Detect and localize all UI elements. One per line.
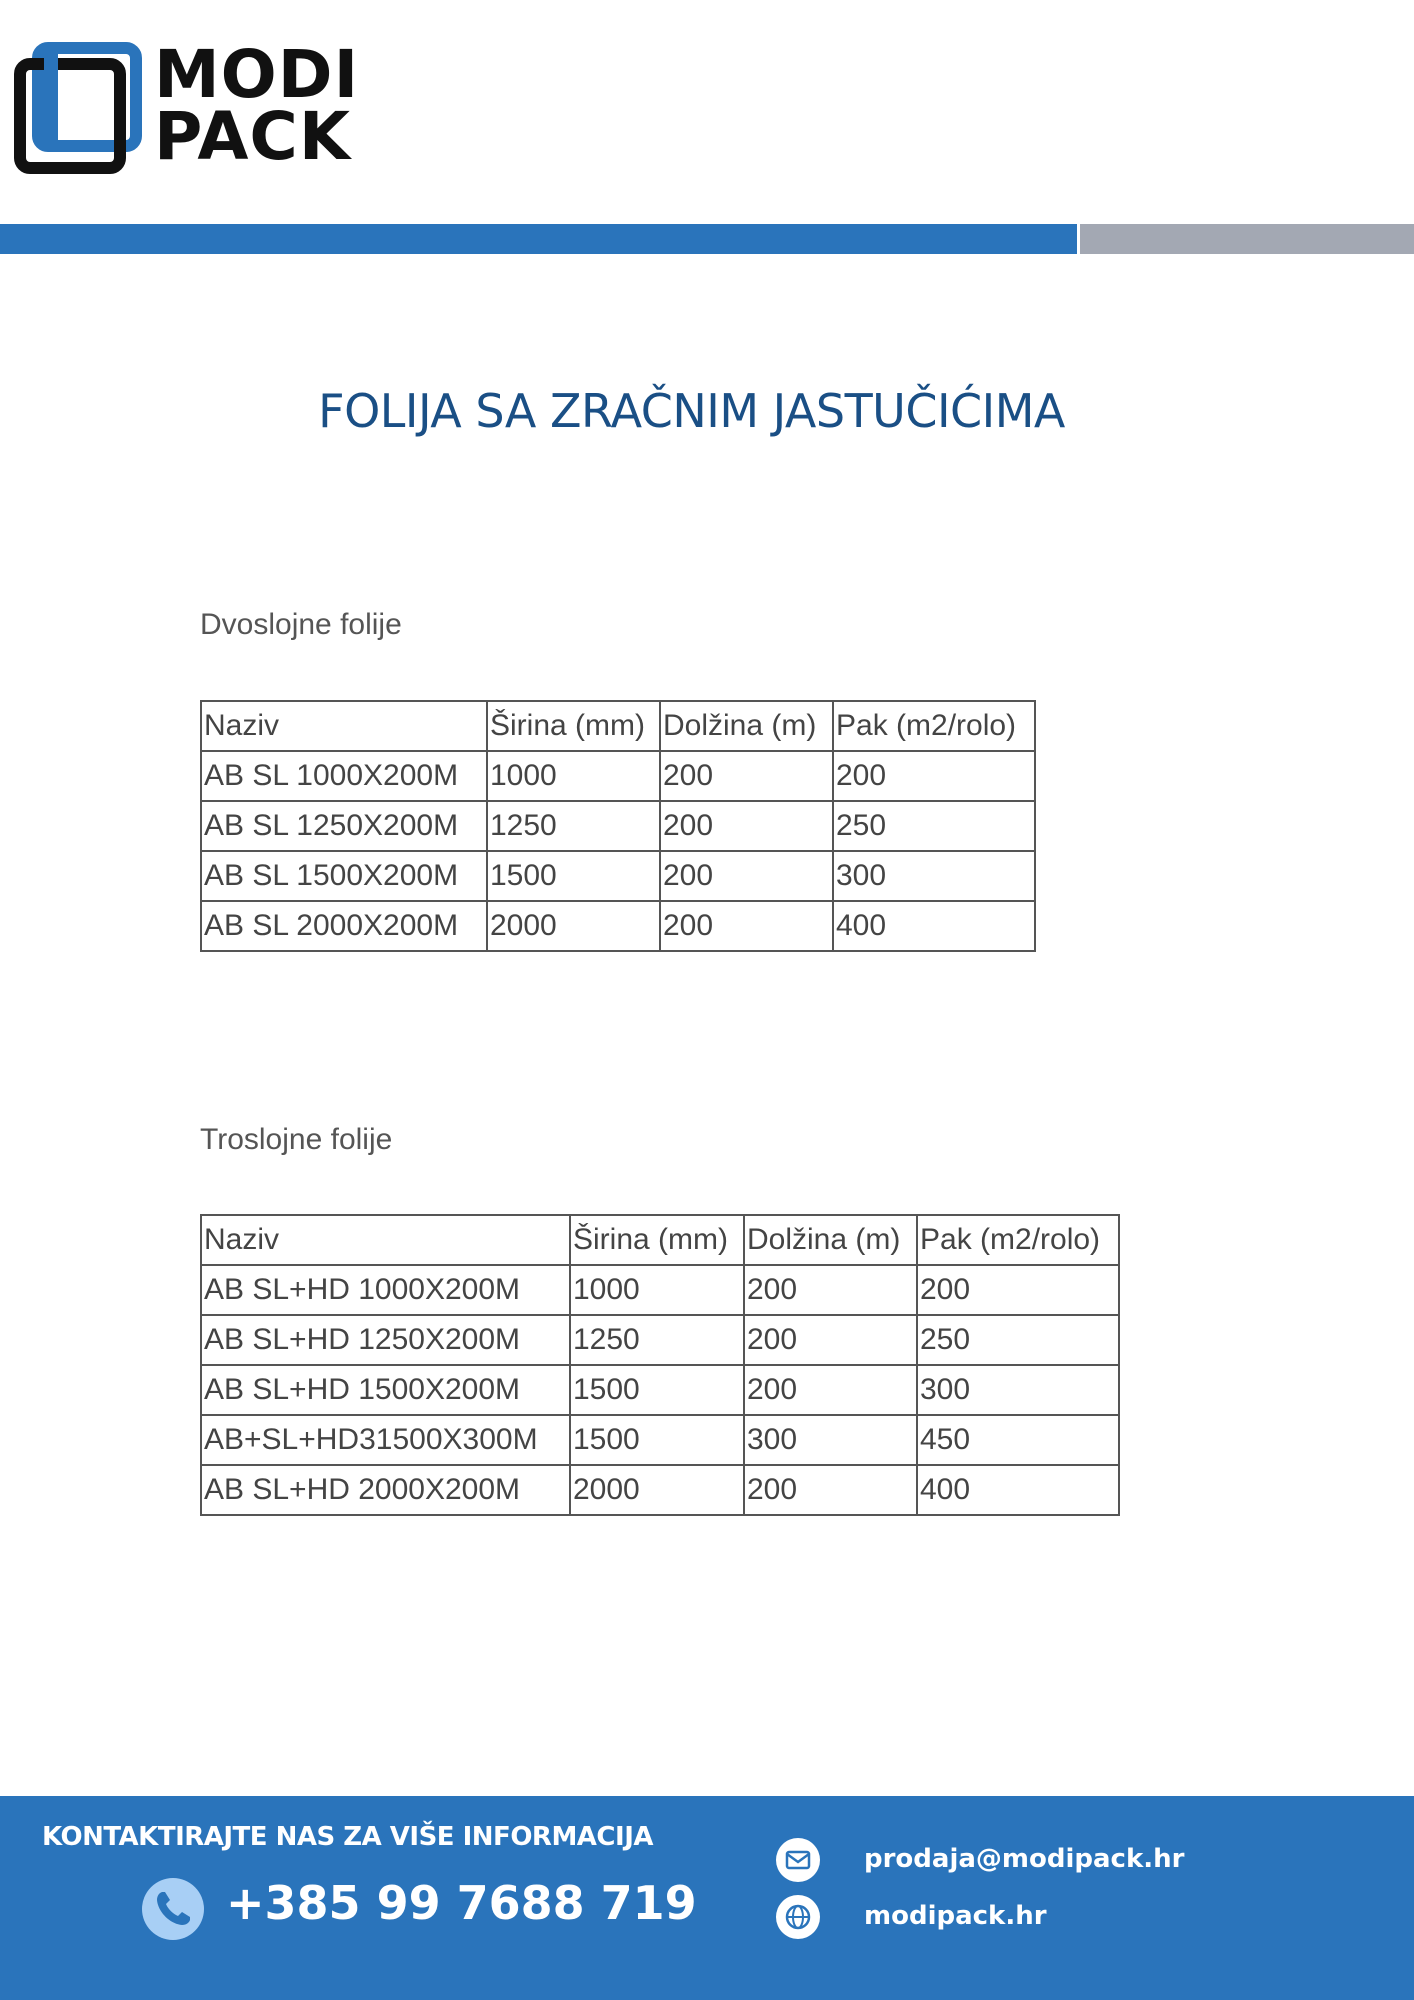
table-row <box>201 901 1035 951</box>
table-header-cell: Naziv <box>201 701 487 751</box>
footer-heading: KONTAKTIRAJTE NAS ZA VIŠE INFORMACIJA <box>42 1822 653 1852</box>
table-cell: 1500 <box>487 851 660 901</box>
table-row <box>201 1465 1119 1515</box>
table-dvoslojne-folije <box>200 700 1036 952</box>
table-cell: AB+SL+HD31500X300M <box>201 1415 570 1465</box>
logo-line-1: MODI <box>154 36 360 113</box>
header-bar-secondary <box>1080 224 1414 254</box>
table-header-cell: Pak (m2/rolo) <box>833 701 1035 751</box>
table-row <box>201 851 1035 901</box>
table-header-cell: Širina (mm) <box>570 1215 744 1265</box>
table-cell: AB SL 1000X200M <box>201 751 487 801</box>
table-cell: 300 <box>744 1415 917 1465</box>
table-cell: 200 <box>744 1365 917 1415</box>
table-row <box>201 1265 1119 1315</box>
footer <box>0 1796 1414 2000</box>
table-cell: 250 <box>917 1315 1119 1365</box>
header-bar-primary <box>0 224 1077 254</box>
table-row <box>201 1415 1119 1465</box>
mail-icon <box>776 1838 820 1882</box>
table-cell: 1500 <box>570 1365 744 1415</box>
table-row <box>201 1315 1119 1365</box>
table-header-cell: Dolžina (m) <box>744 1215 917 1265</box>
table-cell: 250 <box>833 801 1035 851</box>
logo-mark-icon <box>14 42 144 176</box>
table-cell: AB SL+HD 1250X200M <box>201 1315 570 1365</box>
table-cell: 1500 <box>570 1415 744 1465</box>
website-link[interactable]: modipack.hr <box>864 1901 1047 1931</box>
table-cell: 1000 <box>487 751 660 801</box>
table-cell: 200 <box>744 1315 917 1365</box>
table-cell: 300 <box>917 1365 1119 1415</box>
table-cell: AB SL+HD 2000X200M <box>201 1465 570 1515</box>
table-cell: 200 <box>660 901 833 951</box>
globe-icon <box>776 1895 820 1939</box>
table-cell: 450 <box>917 1415 1119 1465</box>
table-header-cell: Dolžina (m) <box>660 701 833 751</box>
page-title: FOLIJA SA ZRAČNIM JASTUČIĆIMA <box>318 384 1065 438</box>
table-cell: 1000 <box>570 1265 744 1315</box>
table-header-cell: Pak (m2/rolo) <box>917 1215 1119 1265</box>
table-cell: 200 <box>917 1265 1119 1315</box>
table-cell: AB SL+HD 1500X200M <box>201 1365 570 1415</box>
phone-number[interactable]: +385 99 7688 719 <box>226 1876 697 1930</box>
table-cell: 200 <box>744 1265 917 1315</box>
table-cell: 200 <box>660 751 833 801</box>
table-cell: 300 <box>833 851 1035 901</box>
table-cell: 200 <box>660 801 833 851</box>
table-header-cell: Širina (mm) <box>487 701 660 751</box>
logo-line-2: PACK <box>154 98 351 175</box>
table-cell: 2000 <box>570 1465 744 1515</box>
table-cell: 400 <box>917 1465 1119 1515</box>
table-header-row <box>201 701 1035 751</box>
email-link[interactable]: prodaja@modipack.hr <box>864 1844 1185 1874</box>
table-cell: AB SL+HD 1000X200M <box>201 1265 570 1315</box>
table-cell: 1250 <box>570 1315 744 1365</box>
table-header-row <box>201 1215 1119 1265</box>
table-cell: 200 <box>744 1465 917 1515</box>
table-cell: AB SL 1250X200M <box>201 801 487 851</box>
logo <box>14 36 374 176</box>
table-row <box>201 751 1035 801</box>
table-cell: 400 <box>833 901 1035 951</box>
table-cell: 2000 <box>487 901 660 951</box>
table-cell: 200 <box>660 851 833 901</box>
section-label-dvoslojne: Dvoslojne folije <box>200 608 402 641</box>
phone-icon <box>142 1878 204 1940</box>
table-cell: 200 <box>833 751 1035 801</box>
table-cell: 1250 <box>487 801 660 851</box>
table-row <box>201 801 1035 851</box>
table-troslojne-folije <box>200 1214 1120 1516</box>
table-row <box>201 1365 1119 1415</box>
table-cell: AB SL 2000X200M <box>201 901 487 951</box>
section-label-troslojne: Troslojne folije <box>200 1123 393 1156</box>
logo-wordmark <box>154 36 360 175</box>
table-header-cell: Naziv <box>201 1215 570 1265</box>
table-cell: AB SL 1500X200M <box>201 851 487 901</box>
